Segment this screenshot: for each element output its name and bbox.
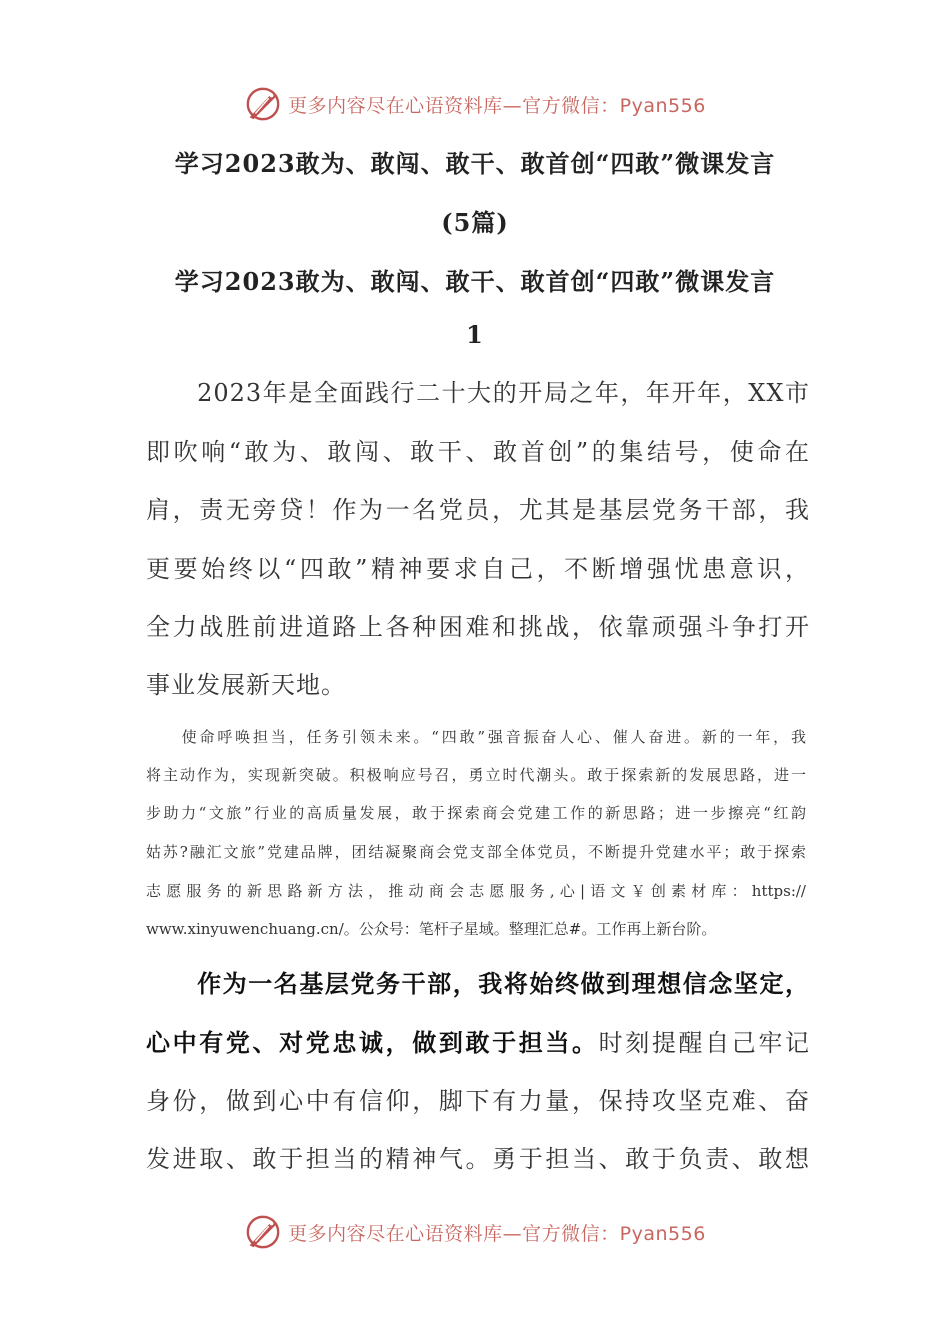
watermark-text: 更多内容尽在心语资料库—官方微信：Pyan556 [288,94,706,117]
paragraph-2-line: 志愿服务的新思路新方法，推动商会志愿服务,心|语文￥创素材库：https:// [146,882,806,900]
header-watermark [0,84,950,124]
paragraph-2-line: 步助力“文旅”行业的高质量发展，敢于探索商会党建工作的新思路；进一步擦亮“红韵 [146,804,806,822]
paragraph-1-line: 2023年是全面践行二十大的开局之年，年开年，XX市 [146,379,810,407]
paragraph-1-line: 即吹响“敢为、敢闯、敢干、敢首创”的集结号，使命在 [146,438,810,466]
paragraph-3-line: 发进取、敢于担当的精神气。勇于担当、敢于负责、敢想 [146,1145,810,1173]
section-title-line-1: 学习2023敢为、敢闯、敢干、敢首创“四敢”微课发言 [174,267,776,296]
paragraph-1-line: 肩，责无旁贷！作为一名党员，尤其是基层党务干部，我 [146,496,810,524]
paragraph-2-line: www.xinyuwenchuang.cn/。公众号：笔杆子星域。整理汇总#。工作再上新台阶。 [146,920,717,938]
paragraph-3-bold-text: 心中有党、对党忠诚，做到敢于担当。 [146,1028,599,1057]
paragraph-3-text: 时刻提醒自己牢记 [598,1029,810,1057]
paragraph-3-line [146,1027,810,1059]
paragraph-3-line [146,968,810,1000]
pen-nib-logo-icon [244,1213,282,1251]
footer-watermark [0,1212,950,1252]
watermark-text: 更多内容尽在心语资料库—官方微信：Pyan556 [288,1222,706,1245]
section-title-line-2: 1 [466,320,484,349]
paragraph-3-line: 身份，做到心中有信仰，脚下有力量，保持攻坚克难、奋 [146,1087,810,1115]
document-title-line-1: 学习2023敢为、敢闯、敢干、敢首创“四敢”微课发言 [174,149,776,178]
paragraph-3-bold-text: 作为一名基层党务干部，我将始终做到理想信念坚定， [146,969,810,998]
paragraph-1-line: 全力战胜前进道路上各种困难和挑战，依靠顽强斗争打开 [146,613,810,641]
paragraph-1-line: 更要始终以“四敢”精神要求自己，不断增强忧患意识， [146,555,810,583]
pen-nib-logo-icon [244,85,282,123]
paragraph-1-line: 事业发展新天地。 [146,671,346,699]
paragraph-2-line: 将主动作为，实现新突破。积极响应号召，勇立时代潮头。敢于探索新的发展思路，进一 [146,766,806,784]
paragraph-2-line: 使命呼唤担当，任务引领未来。“四敢”强音振奋人心、催人奋进。新的一年，我 [146,728,806,746]
document-title-line-2: (5篇) [441,208,509,237]
paragraph-2-line: 姑苏?融汇文旅”党建品牌，团结凝聚商会党支部全体党员，不断提升党建水平；敢于探索 [146,843,806,861]
